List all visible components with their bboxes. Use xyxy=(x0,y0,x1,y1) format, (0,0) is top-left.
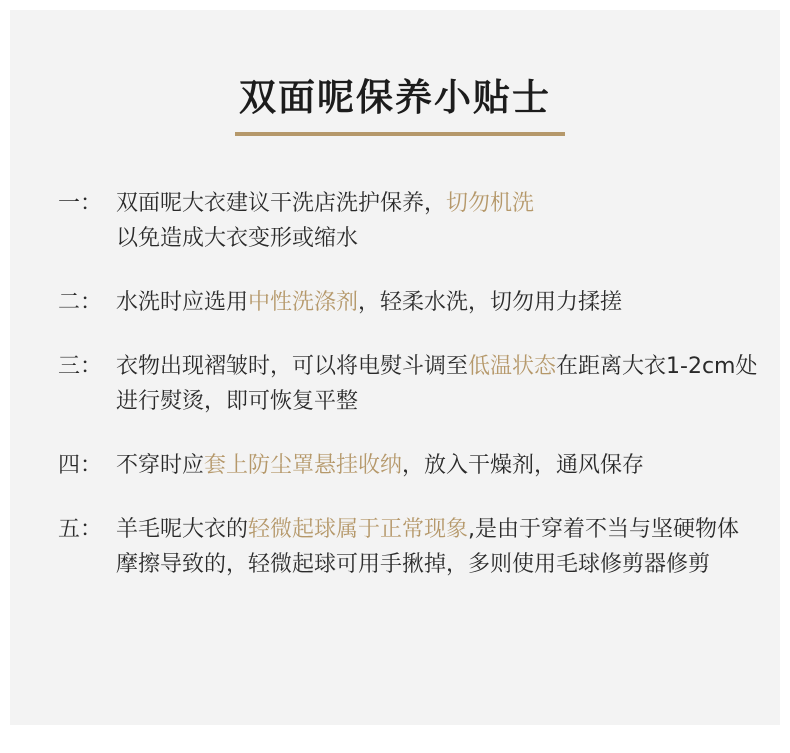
tip-text-segment: 在距离大衣1-2cm处进行熨烫，即可恢复平整 xyxy=(116,354,758,414)
title-underline xyxy=(235,132,565,136)
tip-highlight: 套上防尘罩悬挂收纳 xyxy=(204,453,403,478)
page-title: 双面呢保养小贴士 xyxy=(239,76,551,119)
tip-item-3 xyxy=(58,349,758,419)
tip-text xyxy=(116,186,758,256)
tip-text-segment: 以免造成大衣变形或缩水 xyxy=(116,226,359,251)
tip-highlight: 轻微起球属于正常现象 xyxy=(248,517,469,542)
tip-number: 五： xyxy=(58,517,103,542)
tip-highlight: 中性洗涤剂 xyxy=(248,290,359,315)
tip-text-segment: 双面呢大衣建议干洗店洗护保养， xyxy=(116,191,447,216)
tip-item-4 xyxy=(58,448,758,483)
tip-number: 四： xyxy=(58,453,103,478)
tip-text-segment: ,是由于穿着不当与坚硬物体摩擦导致的，轻微起球可用手揪掉，多则使用毛球修剪器修剪 xyxy=(116,517,740,577)
tip-text-segment: 水洗时应选用 xyxy=(116,290,249,315)
tip-number: 二： xyxy=(58,290,103,315)
tip-text-segment: 不穿时应 xyxy=(116,453,205,478)
tip-number: 一： xyxy=(58,191,103,216)
tip-highlight: 切勿机洗 xyxy=(446,191,535,216)
tip-text xyxy=(116,512,758,582)
tip-text-segment: 羊毛呢大衣的 xyxy=(116,517,249,542)
tip-text-segment: ，轻柔水洗，切勿用力揉搓 xyxy=(358,290,623,315)
tips-list xyxy=(58,186,758,611)
tip-text xyxy=(116,349,758,419)
tip-number: 三： xyxy=(58,354,103,379)
tip-item-2 xyxy=(58,285,758,320)
tip-highlight: 低温状态 xyxy=(468,354,557,379)
tip-item-1 xyxy=(58,186,758,256)
tips-card xyxy=(10,10,780,725)
tip-text xyxy=(116,285,758,320)
tip-text-segment: ，放入干燥剂，通风保存 xyxy=(402,453,645,478)
tip-text xyxy=(116,448,758,483)
tip-item-5 xyxy=(58,512,758,582)
tip-text-segment: 衣物出现褶皱时，可以将电熨斗调至 xyxy=(116,354,469,379)
